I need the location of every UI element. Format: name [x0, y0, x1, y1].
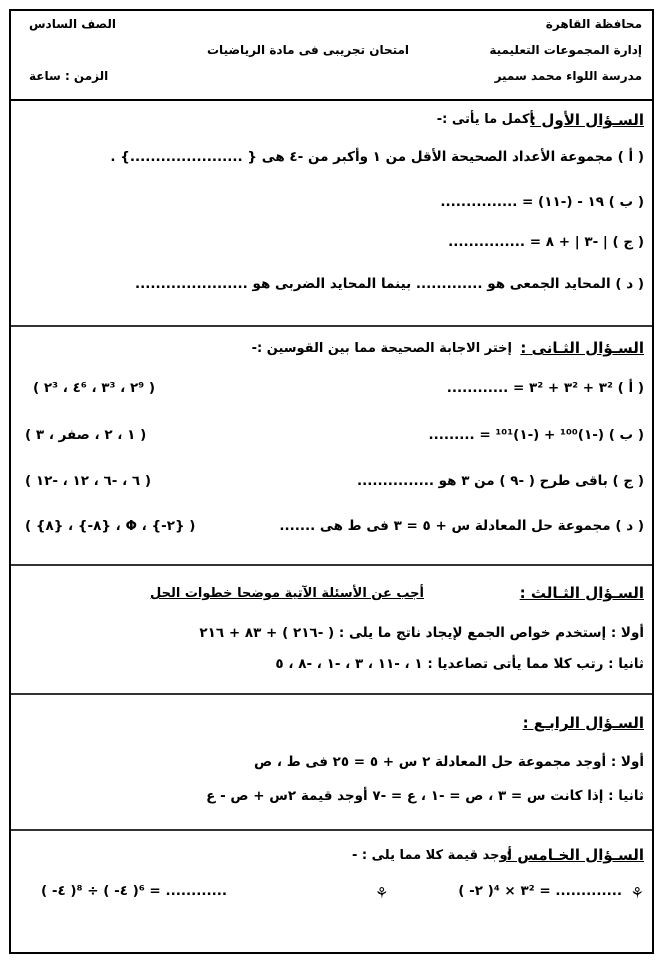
question-5-instruction: أوجد قيمة كلا مما يلى : -	[352, 848, 512, 863]
question-2-item-a-choices: ( ٢³ ، ٤⁶ ، ٣³ ، ٢⁹ )	[33, 380, 156, 396]
question-1-title: السـؤال الأول :	[530, 111, 644, 129]
question-2-item-b-choices: ( ١ ، ٢ ، صفر ، ٣ )	[25, 427, 147, 443]
question-2-item-a: ( أ ) ٣² + ٣² + ٣² = ............	[446, 380, 644, 396]
question-5-title: السـؤال الخـامس :	[505, 846, 644, 864]
question-3-instruction: أجب عن الأسئلة الآتية موضحا خطوات الحل	[150, 586, 424, 601]
grade-label: الصف السادس	[29, 17, 116, 31]
question-3-title: السـؤال الثـالث :	[519, 584, 644, 602]
divider	[11, 564, 652, 566]
question-2-item-d: ( د ) مجموعة حل المعادلة س + ٥ = ٣ فى ط هى .......	[279, 518, 644, 534]
time-label: الزمن : ساعة	[29, 69, 109, 83]
question-2-item-b: ( ب ) (-١)¹⁰⁰ + (-١)¹⁰¹ = .........	[428, 427, 644, 443]
question-1-item-b: ( ب ) ١٩ - (-١١) = ...............	[440, 194, 644, 210]
question-5-item-2: ( -٤ )⁸ ÷ ( -٤ )⁶ = ............	[41, 883, 227, 899]
question-4-item-2: ثانيا : إذا كانت س = ٣ ، ص = -١ ، ع = -٧ أوجد قيمة ٢س + ص - ع	[206, 788, 644, 804]
school-label: مدرسة اللواء محمد سمير	[494, 69, 642, 83]
question-4-title: السـؤال الرابـع :	[522, 714, 644, 732]
exam-page	[9, 9, 654, 954]
question-2-item-c-choices: ( ٦ ، -٦ ، ١٢ ، -١٢ )	[25, 473, 152, 489]
question-2-instruction: إختر الاجابة الصحيحة مما بين القوسين :-	[251, 341, 512, 356]
question-2-item-d-choices: ( {٨} ، {-٨} ، Φ ، {-٢} )	[25, 518, 196, 534]
exam-title: امتحان تجريبى فى مادة الرياضيات	[207, 43, 410, 57]
divider	[11, 829, 652, 831]
governorate-label: محافظة القاهرة	[545, 17, 642, 31]
question-1-item-c: ( ج ) | -٣ | + ٨ = ...............	[448, 234, 644, 250]
question-1-item-a: ( أ ) مجموعة الأعداد الصحيحة الأقل من ١ وأكبر من -٤ هى { ......................} .	[110, 149, 644, 165]
question-3-item-2: ثانيا : رتب كلا مما يأتى تصاعديا : ١ ، -١١ ، ٣ ، -١ ، -٨ ، ٥	[275, 656, 644, 672]
question-3-item-1: أولا : إستخدم خواص الجمع لإيجاد ناتج ما يلى : ( -٢١٦ ) + ٨٣ + ٢١٦	[199, 625, 644, 641]
question-5-item-1: ( -٢ )⁴ × ٣² = .............	[458, 883, 622, 899]
divider	[11, 693, 652, 695]
question-1-item-d: ( د ) المحايد الجمعى هو ............. بينما المحايد الضربى هو ......................	[134, 276, 644, 292]
divider	[11, 325, 652, 327]
question-2-item-c: ( ج ) باقى طرح ( -٩ ) من ٣ هو ...............	[357, 473, 644, 489]
flower-bullet-icon: ⚘	[630, 884, 644, 902]
question-4-item-1: أولا : أوجد مجموعة حل المعادلة ٢ س + ٥ = ٢٥ فى ط ، ص	[254, 754, 644, 770]
question-2-title: السـؤال الثـانى :	[520, 339, 644, 357]
administration-label: إدارة المجموعات التعليمية	[489, 43, 642, 57]
flower-bullet-icon: ⚘	[375, 884, 389, 902]
exam-header	[11, 11, 652, 101]
question-1-instruction: أكمل ما يأتى :-	[436, 112, 534, 127]
